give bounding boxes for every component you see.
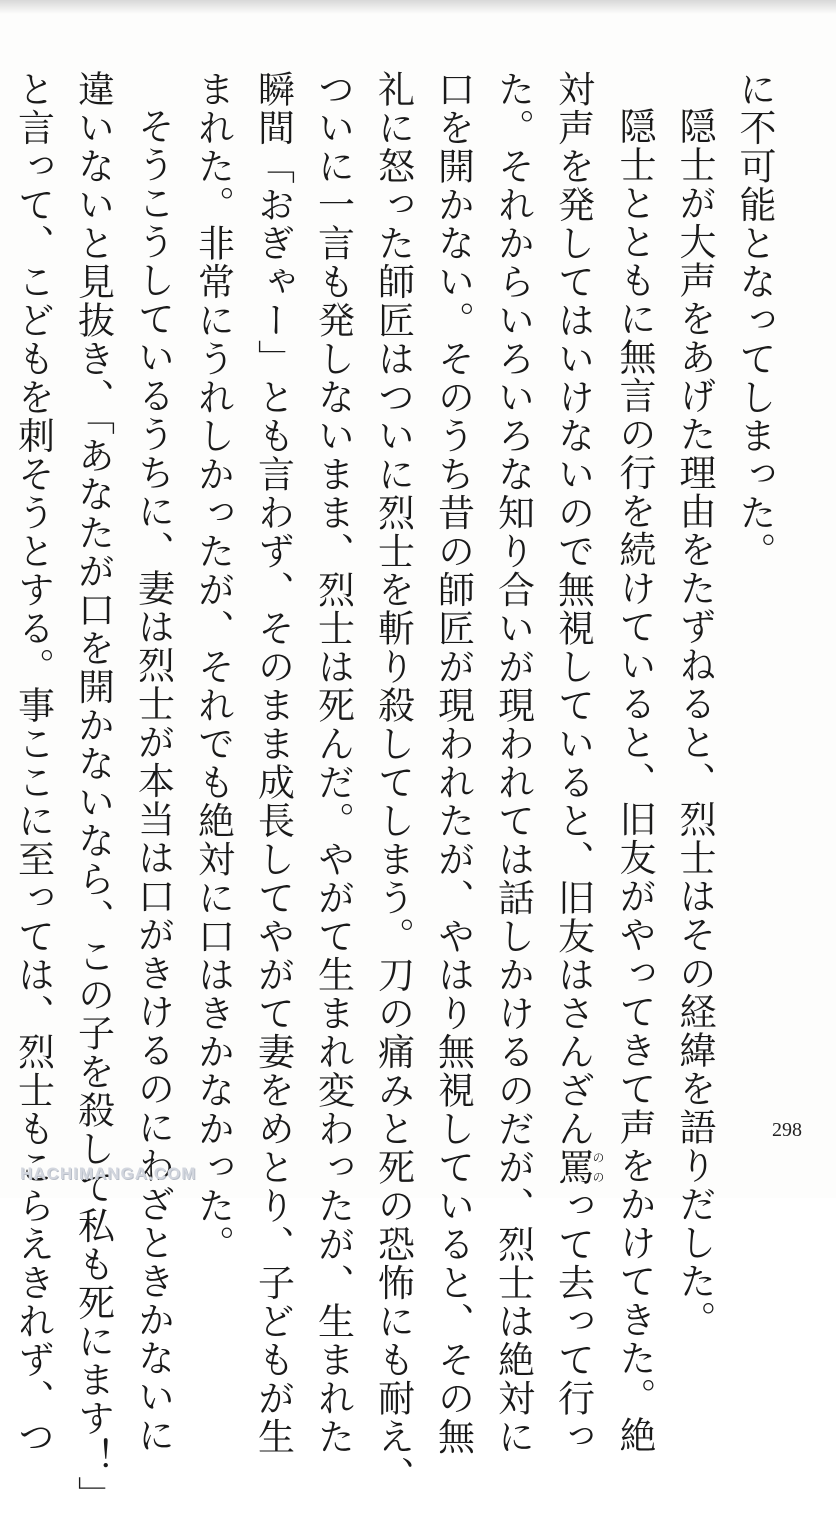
text-line-13: と言って、こどもを刺そうとする。事ここに至っては、烈士もこらえきれず、つ — [11, 70, 55, 1456]
watermark: HACHIMANGA.COM — [20, 1164, 197, 1183]
text-line-10: まれた。非常にうれしかったが、それでも絶対に口はきかなかった。 — [191, 70, 235, 1264]
page-number: 298 — [772, 1119, 802, 1141]
text-line-8: ついに一言も発しないまま、烈士は死んだ。やがて生まれ変わったが、生まれた — [311, 70, 355, 1456]
text-line-4 — [543, 70, 605, 1456]
ruby-base: 罵 — [551, 1148, 595, 1187]
text-line-11: そうこうしているうちに、妻は烈士が本当は口がきけるのにわざときかないに — [131, 107, 175, 1455]
text-line-12: 違いないと見抜き、「あなたが口を開かないなら、この子を殺して私も死にます！」 — [71, 70, 115, 1515]
text-line-6: 口を開かない。そのうち昔の師匠が現われたが、やはり無視していると、その無 — [431, 70, 475, 1456]
ruby-nonoshi — [551, 1148, 605, 1187]
text-line-7: 礼に怒った師匠はついに烈士を斬り殺してしまう。刀の痛みと死の恐怖にも耐え、 — [371, 70, 415, 1495]
text-line-4-end: って去って行っ — [551, 1186, 595, 1456]
text-line-9: 瞬間「おぎゃー」とも言わず、そのまま成長してやがて妻をめとり、子どもが生 — [251, 70, 295, 1456]
page-top-edge — [0, 0, 836, 14]
text-line-1: に不可能となってしまった。 — [733, 70, 776, 571]
text-line-4-start: 対声を発してはいけないので無視していると、旧友はさんざん — [551, 70, 595, 1148]
text-line-3: 隠士とともに無言の行を続けていると、旧友がやってきて声をかけてきた。絶 — [613, 107, 656, 1455]
ruby-reading: のの — [591, 1148, 605, 1187]
text-line-5: た。それからいろいろな知り合いが現われては話しかけるのだが、烈士は絶対に — [491, 70, 535, 1456]
text-line-2: 隠士が大声をあげた理由をたずねると、烈士はその経緯を語りだした。 — [673, 107, 716, 1339]
